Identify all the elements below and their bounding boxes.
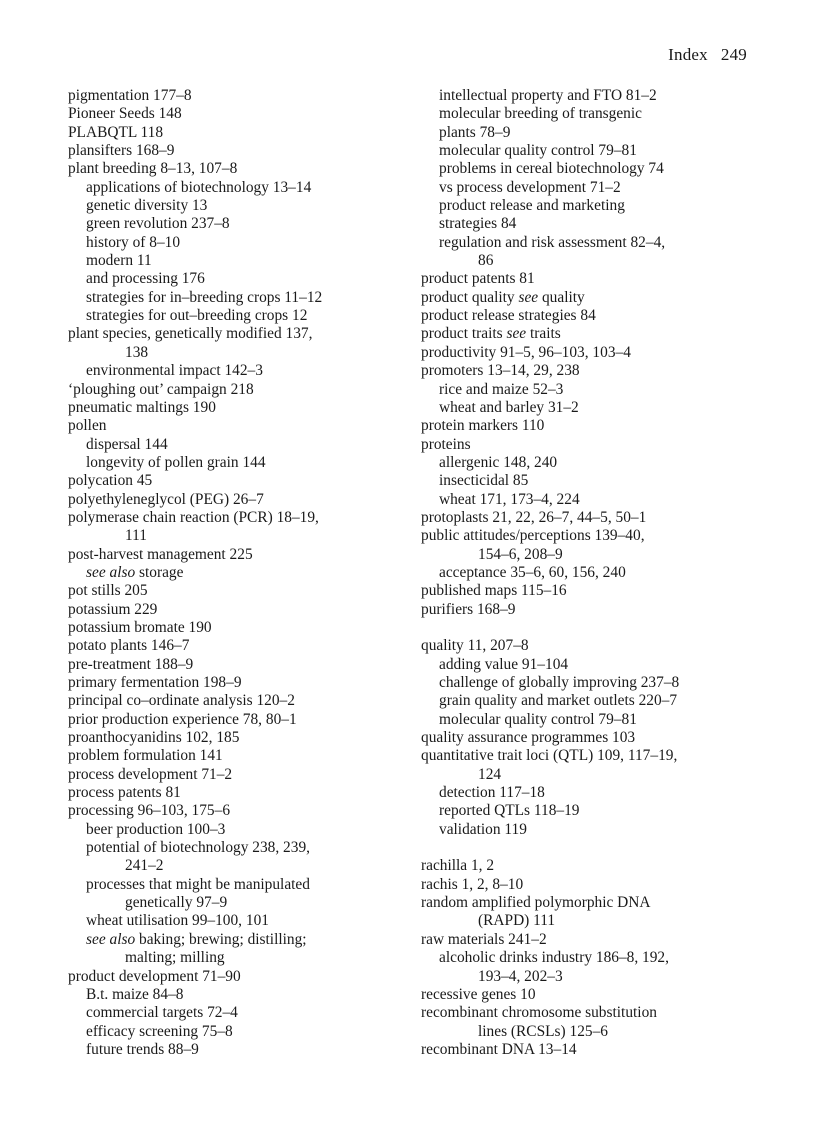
index-entry: problem formulation 141	[68, 747, 223, 765]
index-subentry: strategies for in–breeding crops 11–12	[86, 288, 323, 306]
index-entry	[421, 325, 761, 343]
index-entry: plant species, genetically modified 137,	[68, 325, 313, 343]
index-subentry: B.t. maize 84–8	[86, 985, 184, 1003]
index-entry: protein markers 110	[421, 417, 545, 435]
index-entry: purifiers 168–9	[421, 600, 516, 618]
index-subentry: molecular quality control 79–81	[439, 142, 637, 160]
index-entry-continuation: lines (RCSLs) 125–6	[478, 1022, 608, 1040]
index-entry: pre-treatment 188–9	[68, 655, 194, 673]
index-subentry: intellectual property and FTO 81–2	[439, 87, 657, 104]
index-subentry: adding value 91–104	[439, 655, 569, 673]
index-subentry: strategies 84	[439, 215, 517, 233]
index-entry: polycation 45	[68, 472, 153, 490]
index-entry: rachilla 1, 2	[421, 857, 495, 875]
index-entry: productivity 91–5, 96–103, 103–4	[421, 343, 631, 361]
index-entry: process patents 81	[68, 784, 181, 802]
index-entry: pneumatic maltings 190	[68, 398, 216, 416]
index-subentry: acceptance 35–6, 60, 156, 240	[439, 563, 626, 581]
index-subentry: longevity of pollen grain 144	[86, 453, 266, 471]
index-entry: recombinant DNA 13–14	[421, 1040, 577, 1058]
index-subentry: modern 11	[86, 252, 152, 270]
section-gap	[421, 839, 761, 857]
cross-reference-label: see also	[86, 563, 136, 581]
index-entry: rachis 1, 2, 8–10	[421, 875, 524, 893]
index-subentry: efficacy screening 75–8	[86, 1022, 233, 1040]
index-subentry: strategies for out–breeding crops 12	[86, 307, 308, 325]
index-entry-continuation: 193–4, 202–3	[478, 967, 563, 985]
index-subentry: alcoholic drinks industry 186–8, 192,	[439, 949, 669, 967]
index-subentry	[68, 931, 398, 949]
index-subentry: genetic diversity 13	[86, 197, 208, 215]
entry-text: product traits	[421, 325, 507, 343]
index-subentry: processes that might be manipulated	[86, 875, 310, 893]
entry-text: storage	[135, 563, 184, 581]
index-column-left	[68, 87, 398, 1059]
index-subentry: future trends 88–9	[86, 1040, 199, 1058]
index-subentry: beer production 100–3	[86, 820, 226, 838]
index-subentry: commercial targets 72–4	[86, 1004, 238, 1022]
entry-text: baking; brewing; distilling;	[135, 930, 307, 948]
index-column-right	[421, 87, 761, 1059]
index-entry: raw materials 241–2	[421, 930, 547, 948]
index-subentry: vs process development 71–2	[439, 178, 621, 196]
index-subentry: environmental impact 142–3	[86, 362, 263, 380]
index-subentry: molecular breeding of transgenic	[439, 105, 642, 123]
index-entry: quality 11, 207–8	[421, 637, 529, 655]
index-entry: recombinant chromosome substitution	[421, 1004, 657, 1022]
index-entry	[421, 289, 761, 307]
index-entry: quantitative trait loci (QTL) 109, 117–19,	[421, 747, 678, 765]
cross-reference-label: see	[518, 288, 539, 306]
index-subentry: history of 8–10	[86, 233, 181, 251]
index-entry: public attitudes/perceptions 139–40,	[421, 527, 645, 545]
index-entry-continuation: malting; milling	[125, 949, 225, 967]
index-subentry: green revolution 237–8	[86, 215, 230, 233]
index-subentry: problems in cereal biotechnology 74	[439, 160, 664, 178]
index-entry: Pioneer Seeds 148	[68, 105, 182, 123]
index-entry: polyethyleneglycol (PEG) 26–7	[68, 490, 264, 508]
index-entry-continuation: 241–2	[125, 857, 164, 875]
index-entry: ‘ploughing out’ campaign 218	[68, 380, 254, 398]
index-entry: process development 71–2	[68, 765, 233, 783]
cross-reference-target: quality	[538, 288, 585, 306]
index-subentry: molecular quality control 79–81	[439, 710, 637, 728]
index-entry: primary fermentation 198–9	[68, 674, 242, 691]
index-entry: plansifters 168–9	[68, 142, 175, 160]
index-subentry: dispersal 144	[86, 435, 168, 453]
index-subentry: applications of biotechnology 13–14	[86, 178, 312, 196]
index-subentry	[68, 564, 398, 582]
index-entry: promoters 13–14, 29, 238	[421, 362, 580, 380]
index-entry-continuation: 111	[125, 527, 147, 545]
index-entry-continuation: 86	[478, 252, 494, 270]
index-entry: PLABQTL 118	[68, 123, 164, 141]
index-entry-continuation: 138	[125, 343, 149, 361]
index-subentry: wheat utilisation 99–100, 101	[86, 912, 269, 930]
running-head	[668, 45, 747, 65]
index-entry: prior production experience 78, 80–1	[68, 710, 297, 728]
index-subentry: reported QTLs 118–19	[439, 802, 580, 820]
index-entry: potassium bromate 190	[68, 618, 212, 636]
index-subentry: potential of biotechnology 238, 239,	[86, 839, 310, 857]
index-entry-continuation: 124	[478, 765, 502, 783]
index-entry-continuation: 154–6, 208–9	[478, 545, 563, 563]
index-entry: potato plants 146–7	[68, 637, 190, 655]
index-entry: plant breeding 8–13, 107–8	[68, 160, 238, 178]
index-subentry: rice and maize 52–3	[439, 380, 564, 398]
index-entry: proteins	[421, 435, 471, 453]
index-entry: post-harvest management 225	[68, 545, 253, 563]
index-entry: recessive genes 10	[421, 985, 536, 1003]
index-entry: processing 96–103, 175–6	[68, 802, 231, 820]
index-subentry: wheat and barley 31–2	[439, 398, 579, 416]
index-subentry: validation 119	[439, 820, 527, 838]
index-entry: pigmentation 177–8	[68, 87, 192, 104]
index-subentry: detection 117–18	[439, 784, 545, 802]
index-entry: potassium 229	[68, 600, 158, 618]
cross-reference-label: see	[506, 325, 527, 343]
index-subentry: and processing 176	[86, 270, 205, 288]
index-entry: product release strategies 84	[421, 307, 596, 325]
index-entry: product development 71–90	[68, 967, 241, 985]
index-subentry: grain quality and market outlets 220–7	[439, 692, 678, 710]
index-entry-continuation: (RAPD) 111	[478, 912, 556, 930]
entry-text: product quality	[421, 288, 519, 306]
index-entry: published maps 115–16	[421, 582, 567, 600]
index-entry: protoplasts 21, 22, 26–7, 44–5, 50–1	[421, 508, 647, 526]
running-head-title: Index	[668, 45, 708, 64]
index-subentry: regulation and risk assessment 82–4,	[439, 233, 666, 251]
index-subentry: insecticidal 85	[439, 472, 529, 490]
cross-reference-target: traits	[526, 325, 561, 343]
index-entry: pollen	[68, 417, 107, 435]
page-number: 249	[720, 45, 747, 64]
cross-reference-label: see also	[86, 930, 136, 948]
index-subentry: plants 78–9	[439, 123, 511, 141]
index-entry: principal co–ordinate analysis 120–2	[68, 692, 295, 710]
index-subentry: wheat 171, 173–4, 224	[439, 490, 580, 508]
index-entry: quality assurance programmes 103	[421, 729, 636, 747]
index-entry: product patents 81	[421, 270, 535, 288]
index-entry-continuation: genetically 97–9	[125, 894, 228, 912]
section-gap	[421, 619, 761, 637]
index-entry: random amplified polymorphic DNA	[421, 894, 651, 912]
index-entry: pot stills 205	[68, 582, 148, 600]
index-entry: proanthocyanidins 102, 185	[68, 729, 240, 747]
index-subentry: challenge of globally improving 237–8	[439, 674, 680, 691]
index-subentry: product release and marketing	[439, 197, 625, 215]
index-subentry: allergenic 148, 240	[439, 453, 558, 471]
index-entry: polymerase chain reaction (PCR) 18–19,	[68, 508, 319, 526]
